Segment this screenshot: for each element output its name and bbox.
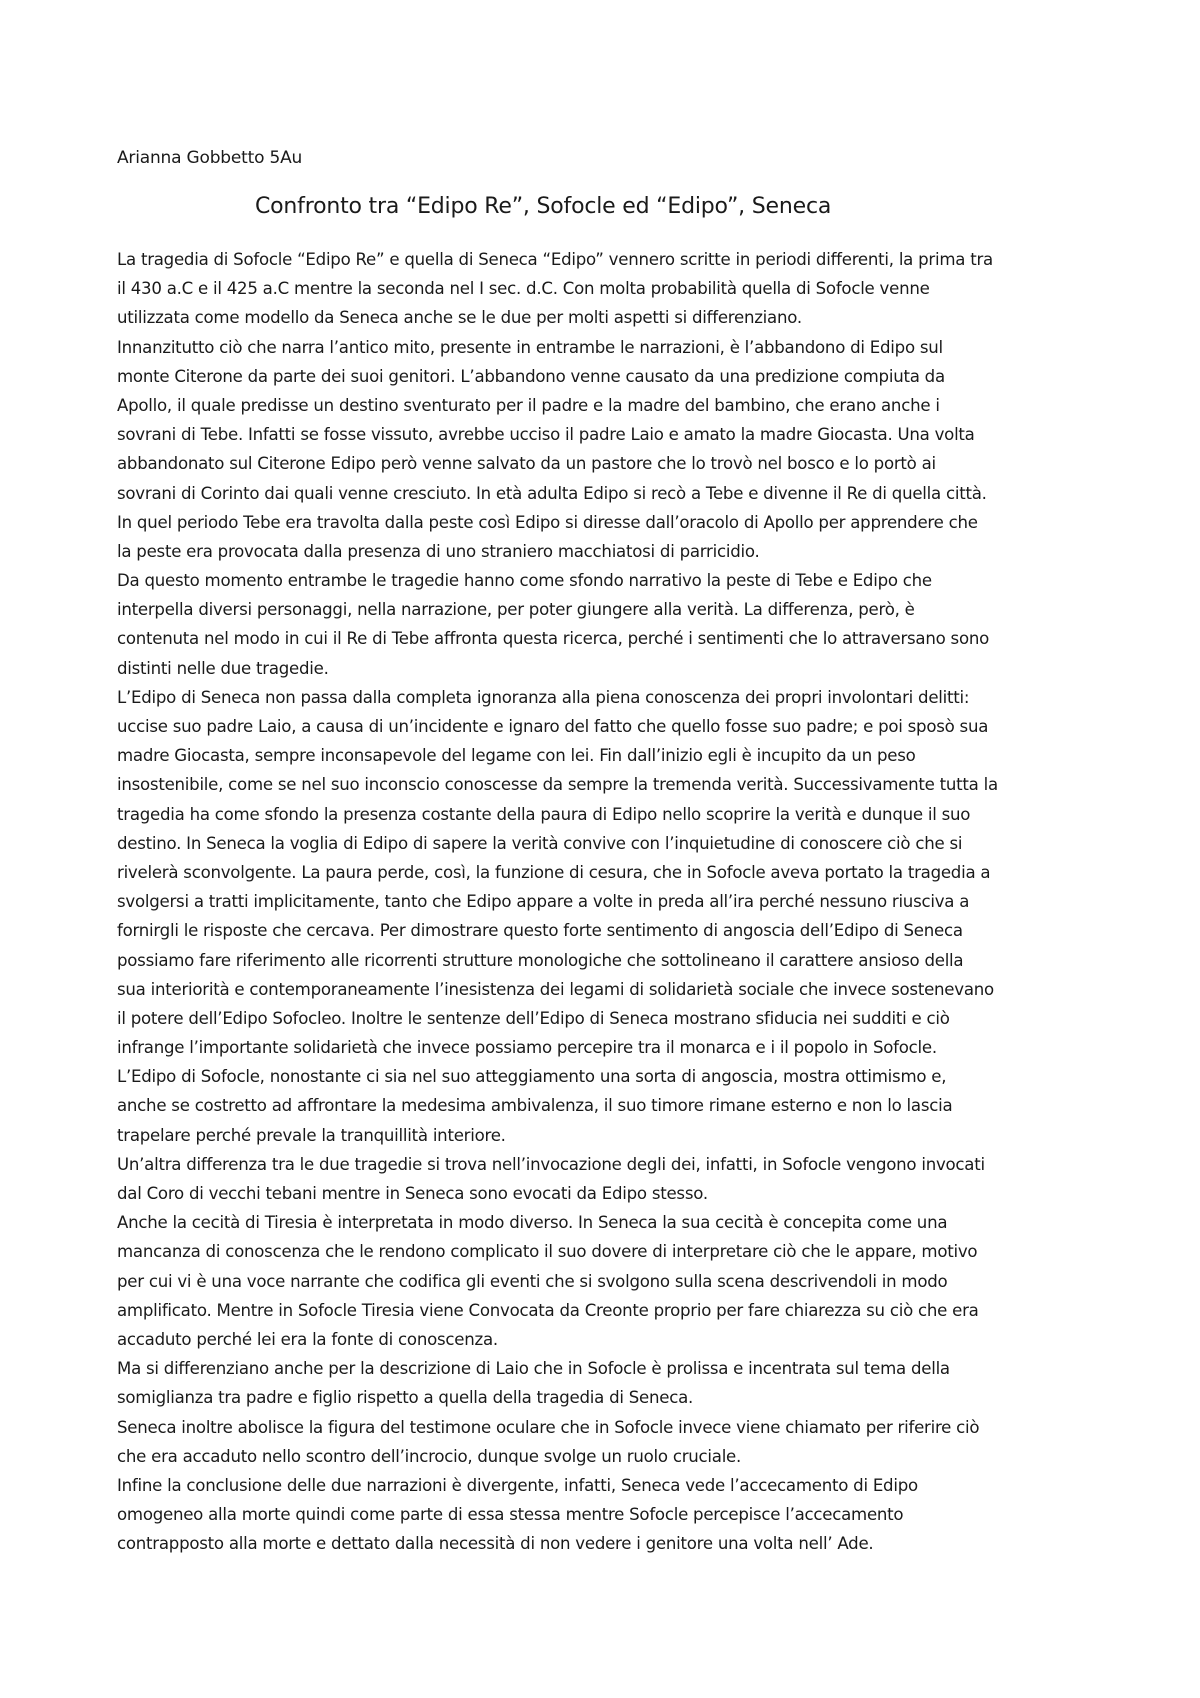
text-line: In quel periodo Tebe era travolta dalla peste così Edipo si diresse dall’oracolo di Apollo per apprendere che bbox=[117, 512, 978, 532]
text-line: anche se costretto ad affrontare la medesima ambivalenza, il suo timore rimane esterno e non lo lascia bbox=[117, 1096, 953, 1116]
text-line: contenuta nel modo in cui il Re di Tebe affronta questa ricerca, perché i sentimenti che lo attraversano sono bbox=[117, 629, 990, 649]
text-line: L’Edipo di Sofocle, nonostante ci sia nel suo atteggiamento una sorta di angoscia, mostra ottimismo e, bbox=[117, 1067, 947, 1087]
text-line: la peste era provocata dalla presenza di uno straniero macchiatosi di parricidio. bbox=[117, 541, 760, 561]
text-line: Da questo momento entrambe le tragedie hanno come sfondo narrativo la peste di Tebe e Edipo che bbox=[117, 571, 932, 591]
text-line: fornirgli le risposte che cercava. Per dimostrare questo forte sentimento di angoscia dell’Edipo di Seneca bbox=[117, 921, 963, 941]
text-line: Un’altra differenza tra le due tragedie si trova nell’invocazione degli dei, infatti, in Sofocle vengono invocati bbox=[117, 1154, 985, 1174]
text-line: Anche la cecità di Tiresia è interpretata in modo diverso. In Seneca la sua cecità è concepita come una bbox=[117, 1213, 948, 1233]
text-line: utilizzata come modello da Seneca anche se le due per molti aspetti si differenziano. bbox=[117, 308, 802, 328]
text-line: La tragedia di Sofocle “Edipo Re” e quella di Seneca “Edipo” vennero scritte in periodi differenti, la prima tra bbox=[117, 250, 993, 269]
text-line: interpella diversi personaggi, nella narrazione, per poter giungere alla verità. La differenza, però, è bbox=[117, 600, 915, 620]
text-line: possiamo fare riferimento alle ricorrenti strutture monologiche che sottolineano il carattere ansioso della bbox=[117, 950, 964, 970]
text-line: somiglianza tra padre e figlio rispetto a quella della tragedia di Seneca. bbox=[117, 1388, 694, 1408]
text-line: per cui vi è una voce narrante che codifica gli eventi che si svolgono sulla scena descrivendoli in modo bbox=[117, 1271, 948, 1291]
text-line: contrapposto alla morte e dettato dalla necessità di non vedere i genitore una volta nell’ Ade. bbox=[117, 1534, 874, 1554]
text-line: infrange l’importante solidarietà che invece possiamo percepire tra il monarca e i il popolo in Sofocle. bbox=[117, 1038, 937, 1058]
text-line: che era accaduto nello scontro dell’incrocio, dunque svolge un ruolo cruciale. bbox=[117, 1446, 742, 1466]
text-line: accaduto perché lei era la fonte di conoscenza. bbox=[117, 1329, 498, 1349]
text-line: amplificato. Mentre in Sofocle Tiresia viene Convocata da Creonte proprio per fare chiarezza su ciò che era bbox=[117, 1300, 979, 1320]
text-line: madre Giocasta, sempre inconsapevole del legame con lei. Fin dall’inizio egli è incupito da un peso bbox=[117, 746, 916, 766]
text-line: il potere dell’Edipo Sofocleo. Inoltre le sentenze dell’Edipo di Seneca mostrano sfiducia nei sudditi e ciò bbox=[117, 1008, 950, 1028]
text-line: rivelerà sconvolgente. La paura perde, così, la funzione di cesura, che in Sofocle aveva portato la tragedia a bbox=[117, 862, 991, 882]
text-line: abbandonato sul Citerone Edipo però venne salvato da un pastore che lo trovò nel bosco e lo portò ai bbox=[117, 454, 936, 474]
text-line: sua interiorità e contemporaneamente l’inesistenza dei legami di solidarietà sociale che invece sostenevano bbox=[117, 979, 994, 999]
text-line: Infine la conclusione delle due narrazioni è divergente, infatti, Seneca vede l’accecamento di Edipo bbox=[117, 1475, 918, 1495]
text-line: tragedia ha come sfondo la presenza costante della paura di Edipo nello scoprire la verità e dunque il suo bbox=[117, 804, 971, 824]
text-line: monte Citerone da parte dei suoi genitori. L’abbandono venne causato da una predizione compiuta da bbox=[117, 366, 945, 386]
text-line: mancanza di conoscenza che le rendono complicato il suo dovere di interpretare ciò che le appare, motivo bbox=[117, 1242, 978, 1262]
text-line: Ma si differenziano anche per la descrizione di Laio che in Sofocle è prolissa e incentrata sul tema della bbox=[117, 1359, 950, 1379]
text-line: sovrani di Corinto dai quali venne cresciuto. In età adulta Edipo si recò a Tebe e divenne il Re di quella città. bbox=[117, 483, 987, 503]
text-line: uccise suo padre Laio, a causa di un’incidente e ignaro del fatto che quello fosse suo padre; e poi sposò sua bbox=[117, 717, 989, 736]
text-line: trapelare perché prevale la tranquillità interiore. bbox=[117, 1125, 506, 1145]
text-line: Apollo, il quale predisse un destino sventurato per il padre e la madre del bambino, che erano anche i bbox=[117, 395, 940, 415]
text-line: sovrani di Tebe. Infatti se fosse vissuto, avrebbe ucciso il padre Laio e amato la madre Giocasta. Una volta bbox=[117, 425, 975, 445]
text-line: Innanzitutto ciò che narra l’antico mito, presente in entrambe le narrazioni, è l’abbandono di Edipo sul bbox=[117, 337, 943, 357]
text-line: L’Edipo di Seneca non passa dalla completa ignoranza alla piena conoscenza dei propri involontari delitti: bbox=[117, 687, 970, 707]
essay-body bbox=[117, 245, 1097, 1558]
text-line: destino. In Seneca la voglia di Edipo di sapere la verità convive con l’inquietudine di conoscere ciò che si bbox=[117, 833, 963, 853]
text-line: omogeneo alla morte quindi come parte di essa stessa mentre Sofocle percepisce l’accecamento bbox=[117, 1505, 904, 1525]
author-line: Arianna Gobbetto 5Au bbox=[117, 148, 303, 168]
text-line: il 430 a.C e il 425 a.C mentre la seconda nel I sec. d.C. Con molta probabilità quella di Sofocle venne bbox=[117, 279, 930, 299]
text-line: insostenibile, come se nel suo inconscio conoscesse da sempre la tremenda verità. Successivamente tutta la bbox=[117, 775, 998, 795]
text-line: distinti nelle due tragedie. bbox=[117, 658, 329, 678]
text-line: dal Coro di vecchi tebani mentre in Seneca sono evocati da Edipo stesso. bbox=[117, 1184, 708, 1203]
text-line: Seneca inoltre abolisce la figura del testimone oculare che in Sofocle invece viene chiamato per riferire ciò bbox=[117, 1417, 980, 1437]
document-title: Confronto tra “Edipo Re”, Sofocle ed “Edipo”, Seneca bbox=[255, 194, 832, 219]
text-line: svolgersi a tratti implicitamente, tanto che Edipo appare a volte in preda all’ira perché nessuno riusciva a bbox=[117, 892, 970, 912]
